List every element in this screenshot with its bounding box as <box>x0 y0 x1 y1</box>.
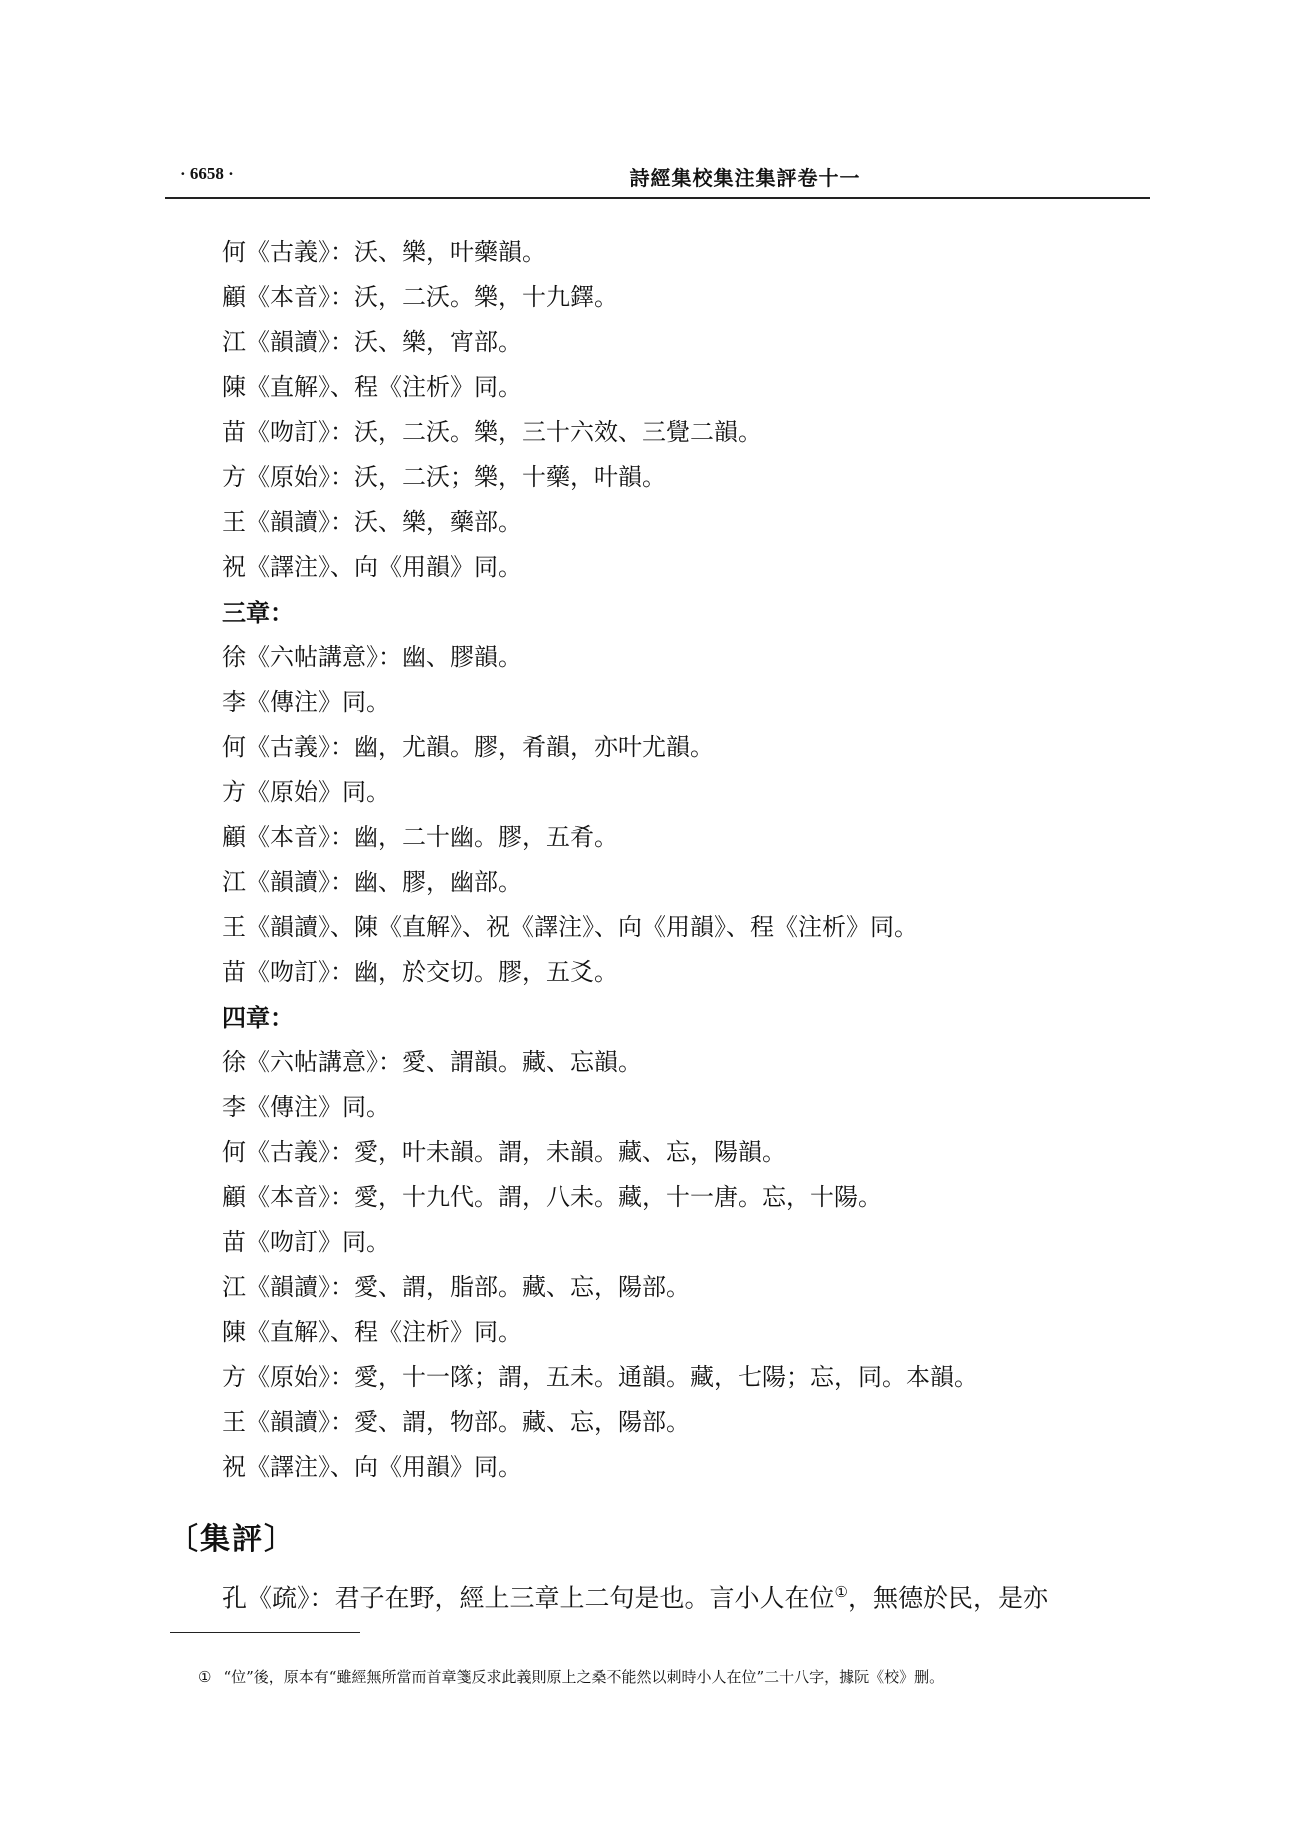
commentary-text-2: ，無德於民，是亦 <box>847 1583 1048 1613</box>
rhyme-notes <box>222 230 1142 1490</box>
text-line: 方《原始》：沃，二沃；樂，十藥，叶韻。 <box>222 463 666 491</box>
text-line: 徐《六帖講意》：愛、謂韻。藏、忘韻。 <box>222 1048 642 1076</box>
header-rule <box>165 197 1150 199</box>
text-line: 江《韻讀》：沃、樂，宵部。 <box>222 328 522 356</box>
text-line: 王《韻讀》：愛、謂，物部。藏、忘，陽部。 <box>222 1408 690 1436</box>
page-header <box>165 158 1145 188</box>
text-line: 陳《直解》、程《注析》同。 <box>222 373 522 401</box>
footnote-text: “位”後，原本有“雖經無所當而首章箋反求此義則原上之桑不能然以刺時小人在位”二十八字，據阮《校》删。 <box>223 1668 945 1686</box>
text-line: 顧《本音》：幽，二十幽。膠，五肴。 <box>222 823 618 851</box>
text-line: 苗《吻訂》同。 <box>222 1228 390 1256</box>
text-line: 苗《吻訂》：沃，二沃。樂，三十六效、三覺二韻。 <box>222 418 762 446</box>
text-line: 何《古義》：愛，叶未韻。謂，未韻。藏、忘，陽韻。 <box>222 1138 786 1166</box>
text-line: 顧《本音》：愛，十九代。謂，八未。藏，十一唐。忘，十陽。 <box>222 1183 882 1211</box>
footnote <box>198 1666 944 1687</box>
page-number: · 6658 · <box>180 164 234 183</box>
text-line: 苗《吻訂》：幽，於交切。膠，五爻。 <box>222 958 618 986</box>
text-line: 祝《譯注》、向《用韻》同。 <box>222 1453 522 1481</box>
text-line: 江《韻讀》：幽、膠，幽部。 <box>222 868 522 896</box>
text-line: 方《原始》：愛，十一隊；謂，五未。通韻。藏，七陽；忘，同。本韻。 <box>222 1363 978 1391</box>
commentary-paragraph <box>222 1570 1048 1620</box>
text-line: 何《古義》：沃、樂，叶藥韻。 <box>222 238 546 266</box>
text-line: 李《傳注》同。 <box>222 688 390 716</box>
text-line: 徐《六帖講意》：幽、膠韻。 <box>222 643 522 671</box>
text-line: 方《原始》同。 <box>222 778 390 806</box>
footnote-rule <box>170 1632 360 1633</box>
running-title: 詩經集校集注集評卷十一 <box>629 166 861 190</box>
text-line: 李《傳注》同。 <box>222 1093 390 1121</box>
text-line: 王《韻讀》：沃、樂，藥部。 <box>222 508 522 536</box>
chapter-heading: 四章： <box>222 1003 294 1032</box>
footnote-ref: ① <box>834 1583 848 1601</box>
text-line: 祝《譯注》、向《用韻》同。 <box>222 553 522 581</box>
text-line: 顧《本音》：沃，二沃。樂，十九鐸。 <box>222 283 618 311</box>
text-line: 王《韻讀》、陳《直解》、祝《譯注》、向《用韻》、程《注析》同。 <box>222 913 918 941</box>
text-line: 陳《直解》、程《注析》同。 <box>222 1318 522 1346</box>
commentary-text-1: 孔《疏》：君子在野，經上三章上二句是也。言小人在位 <box>222 1583 835 1613</box>
footnote-mark: ① <box>198 1668 212 1686</box>
text-line: 何《古義》：幽，尤韻。膠，肴韻，亦叶尤韻。 <box>222 733 714 761</box>
text-line: 江《韻讀》：愛、謂，脂部。藏、忘，陽部。 <box>222 1273 690 1301</box>
section-title: 〔集評〕 <box>168 1522 296 1557</box>
chapter-heading: 三章： <box>222 598 294 627</box>
